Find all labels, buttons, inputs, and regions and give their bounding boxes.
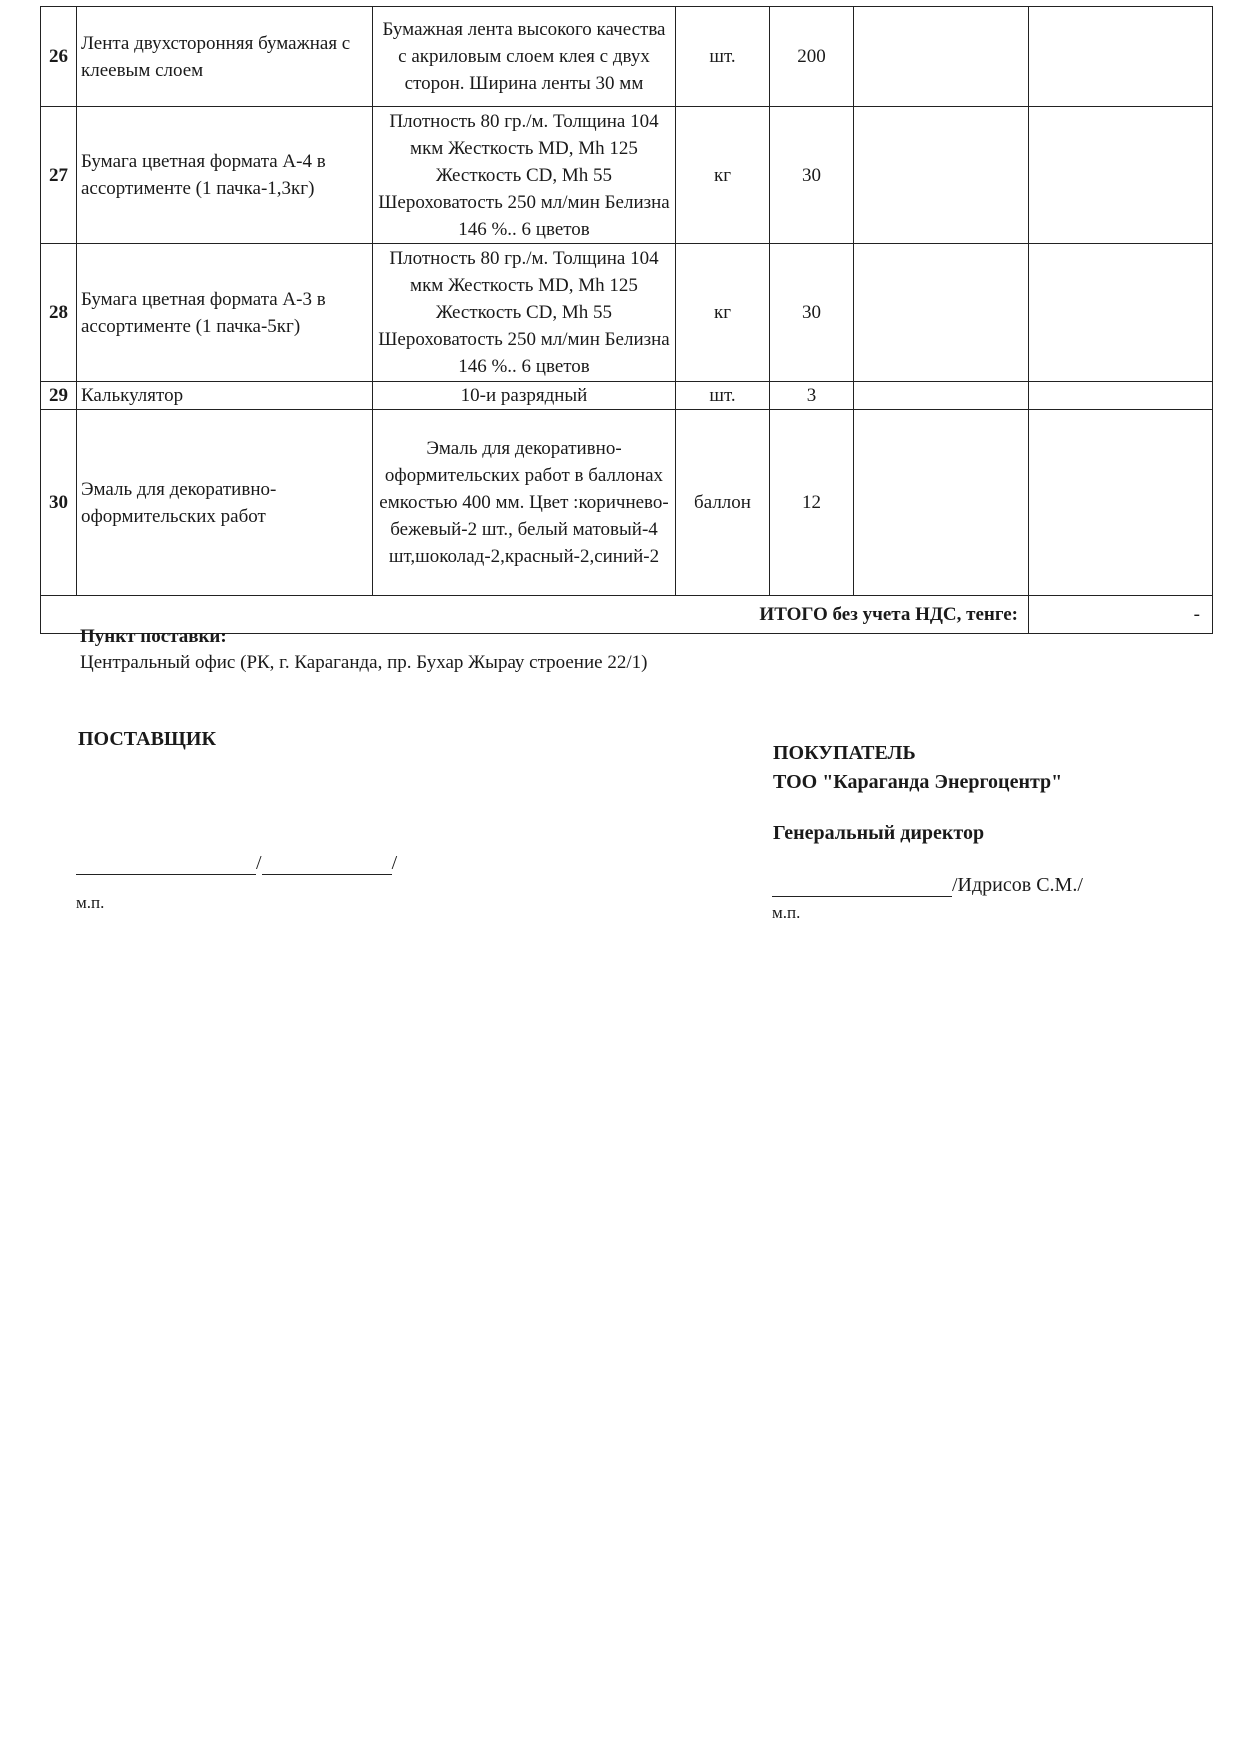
table-row [41, 410, 1213, 596]
item-sum-cell [1029, 107, 1213, 244]
item-sum-cell [1029, 244, 1213, 382]
item-name: Эмаль для декоративно-оформительских работ [77, 410, 373, 596]
buyer-stamp-label: м.п. [772, 903, 801, 922]
item-quantity: 30 [770, 107, 854, 244]
item-price-cell [854, 107, 1029, 244]
buyer-signatory: /Идрисов С.М./ [952, 874, 1083, 896]
row-number: 29 [41, 382, 77, 410]
item-quantity: 30 [770, 244, 854, 382]
delivery-point [80, 624, 647, 676]
buyer-block [773, 739, 1062, 797]
signature-blank [772, 878, 952, 897]
item-description: Эмаль для декоративно-оформительских работ в баллонах емкостью 400 мм. Цвет :коричнево-бежевый-2 шт., белый матовый-4 шт,шоколад-2,красный-2,синий-2 [373, 410, 676, 596]
item-unit: шт. [676, 7, 770, 107]
item-unit: кг [676, 107, 770, 244]
signature-slash: / [256, 852, 262, 874]
total-spacer [41, 596, 77, 634]
row-number: 27 [41, 107, 77, 244]
name-blank [262, 856, 392, 875]
buyer-position: Генеральный директор [773, 822, 985, 844]
item-name: Лента двухсторонняя бумажная с клеевым слоем [77, 7, 373, 107]
row-number: 26 [41, 7, 77, 107]
item-name: Бумага цветная формата А-3 в ассортименте (1 пачка-5кг) [77, 244, 373, 382]
item-price-cell [854, 410, 1029, 596]
specification-table [40, 6, 1213, 634]
delivery-label: Пункт поставки: [80, 626, 227, 647]
item-description: 10-и разрядный [373, 382, 676, 410]
item-unit: кг [676, 244, 770, 382]
item-name: Калькулятор [77, 382, 373, 410]
item-quantity: 3 [770, 382, 854, 410]
item-sum-cell [1029, 7, 1213, 107]
table-row [41, 244, 1213, 382]
table-row [41, 382, 1213, 410]
supplier-title: ПОСТАВЩИК [78, 728, 216, 750]
table-row [41, 107, 1213, 244]
supplier-signature-line [76, 852, 397, 875]
item-price-cell [854, 244, 1029, 382]
item-quantity: 200 [770, 7, 854, 107]
item-description: Бумажная лента высокого качества с акриловым слоем клея с двух сторон. Ширина ленты 30 мм [373, 7, 676, 107]
item-description: Плотность 80 гр./м. Толщина 104 мкм Жесткость MD, Mh 125 Жесткость CD, Mh 55 Шероховатость 250 мл/мин Белизна 146 %.. 6 цветов [373, 107, 676, 244]
item-sum-cell [1029, 382, 1213, 410]
item-unit: баллон [676, 410, 770, 596]
signature-slash: / [391, 852, 398, 874]
item-quantity: 12 [770, 410, 854, 596]
total-value: - [1029, 596, 1213, 634]
delivery-address: Центральный офис (РК, г. Караганда, пр. Бухар Жырау строение 22/1) [80, 652, 648, 673]
item-price-cell [854, 7, 1029, 107]
supplier-stamp-label: м.п. [76, 893, 105, 912]
item-name: Бумага цветная формата А-4 в ассортименте (1 пачка-1,3кг) [77, 107, 373, 244]
buyer-company: ТОО "Караганда Энергоцентр" [773, 771, 1063, 793]
buyer-title: ПОКУПАТЕЛЬ [773, 742, 916, 764]
table-row [41, 7, 1213, 107]
row-number: 30 [41, 410, 77, 596]
signature-blank [76, 856, 256, 875]
row-number: 28 [41, 244, 77, 382]
total-label: ИТОГО без учета НДС, тенге: [77, 596, 1029, 634]
item-price-cell [854, 382, 1029, 410]
item-unit: шт. [676, 382, 770, 410]
buyer-signature-line [772, 874, 1083, 897]
item-sum-cell [1029, 410, 1213, 596]
item-description: Плотность 80 гр./м. Толщина 104 мкм Жесткость MD, Mh 125 Жесткость CD, Mh 55 Шероховатость 250 мл/мин Белизна 146 %.. 6 цветов [373, 244, 676, 382]
